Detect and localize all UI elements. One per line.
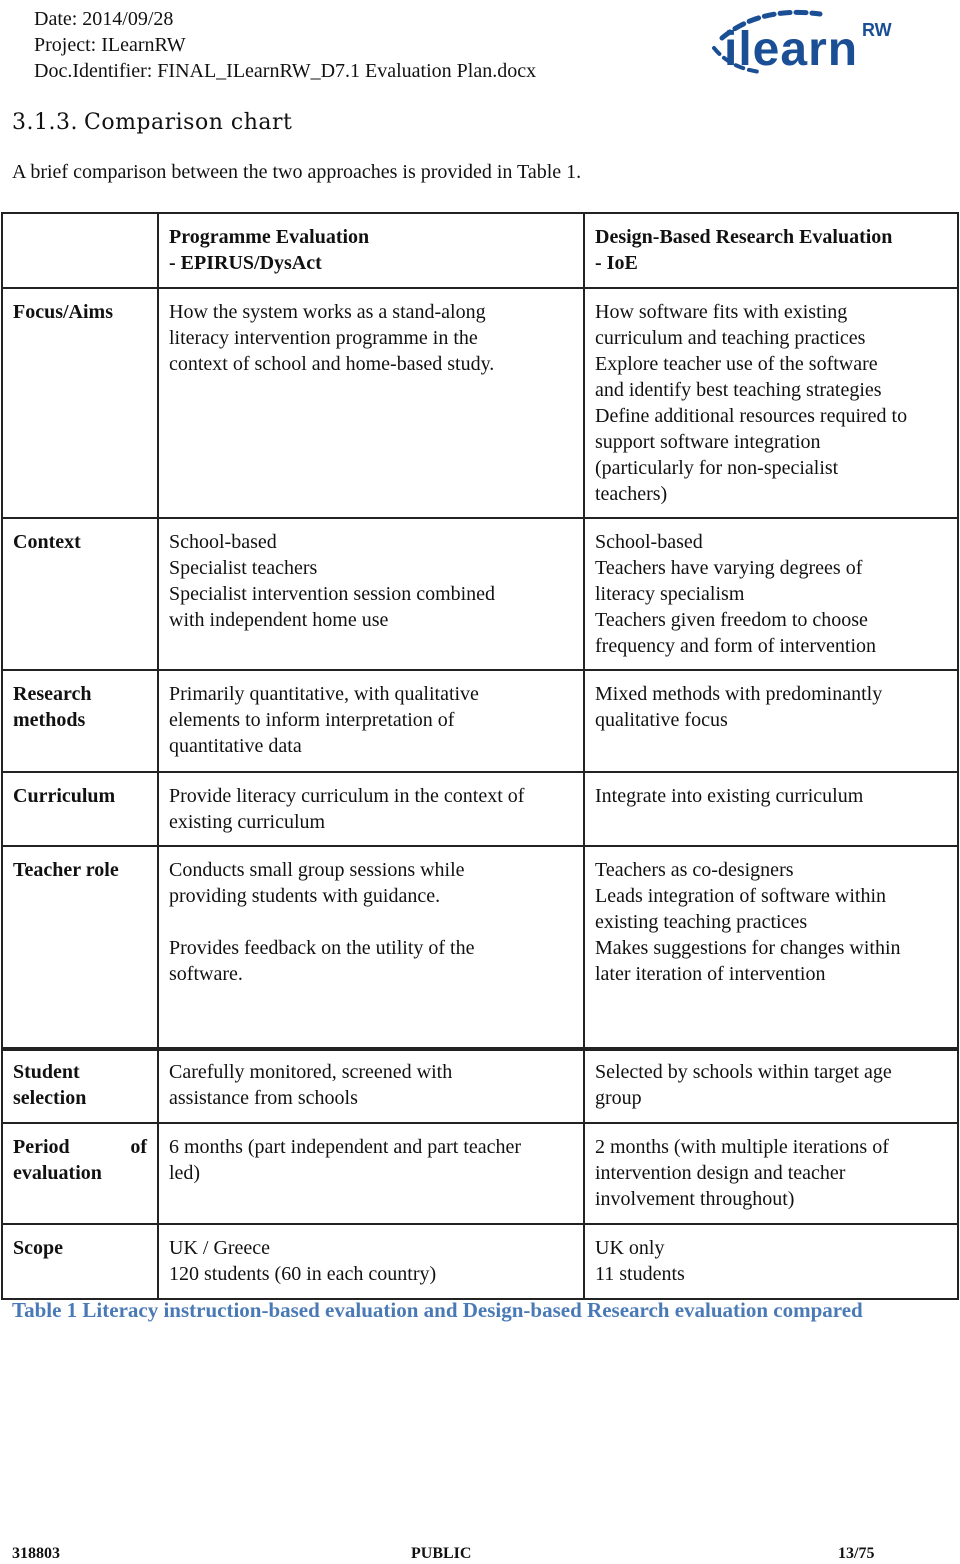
programme-cell [158,288,584,518]
table-row [2,846,958,1050]
table-row [2,288,958,518]
cell-text-line: - EPIRUS/DysAct [169,252,322,274]
cell-text-line: Provide literacy curriculum in the context of [169,785,525,807]
row-label [2,288,158,518]
cell-text-line: elements to inform interpretation of [169,709,455,731]
footer-classification: PUBLIC [411,1545,472,1562]
footer-page-number: 13/75 [838,1545,875,1562]
cell-text-line: Focus/Aims [13,301,113,323]
dbr-cell [584,1048,958,1123]
cell-text-line: Specialist intervention session combined [169,583,496,605]
cell-text-line: Specialist teachers [169,557,318,579]
table-row [2,518,958,670]
table-row [2,670,958,772]
cell-text-line: How software fits with existing [595,301,848,323]
programme-cell [158,518,584,670]
header-corner-cell [2,213,158,288]
cell-text-line: methods [13,709,86,731]
cell-text-line: (particularly for non-specialist [595,457,839,479]
cell-text-line: evaluation [13,1162,102,1184]
logo-superscript: RW [862,20,892,40]
cell-text-line: Provides feedback on the utility of the [169,937,475,959]
cell-text-line: providing students with guidance. [169,885,441,907]
cell-text-line: Conducts small group sessions while [169,859,465,881]
table-row [2,1048,958,1123]
cell-text-line: later iteration of intervention [595,963,826,985]
cell-text-line: literacy intervention programme in the [169,327,478,349]
column-header-programme [158,213,584,288]
cell-text-line: with independent home use [169,609,389,631]
section-heading [12,110,292,135]
programme-cell [158,670,584,772]
dbr-cell [584,1224,958,1299]
label-word: of [130,1136,147,1158]
cell-text-line: Explore teacher use of the software [595,353,878,375]
cell-text-line: Teacher role [13,859,119,881]
cell-text-line: existing teaching practices [595,911,808,933]
table-row [2,772,958,846]
cell-text-line: Leads integration of software within [595,885,887,907]
cell-text-line: curriculum and teaching practices [595,327,866,349]
dbr-cell [584,518,958,670]
cell-text-line: Context [13,531,81,553]
cell-text-line: Student [13,1061,80,1083]
intro-paragraph: A brief comparison between the two approaches is provided in Table 1. [12,161,582,183]
section-title: Comparison chart [83,110,293,135]
cell-text-line: 11 students [595,1263,685,1285]
table-row [2,1224,958,1299]
cell-text-line: 2 months (with multiple iterations of [595,1136,889,1158]
cell-text-line: UK only [595,1237,665,1259]
table-row [2,1123,958,1224]
header-doc-identifier: Doc.Identifier: FINAL_ILearnRW_D7.1 Evaluation Plan.docx [34,60,537,82]
cell-text-line: Teachers as co-designers [595,859,794,881]
header-project: Project: ILearnRW [34,34,186,56]
document-header [34,6,536,84]
cell-text-line: and identify best teaching strategies [595,379,882,401]
cell-text-line: Design-Based Research Evaluation [595,226,893,248]
cell-text-line: Scope [13,1237,63,1259]
row-label [2,846,158,1050]
cell-text-line: Integrate into existing curriculum [595,785,864,807]
row-label [2,1224,158,1299]
cell-text-line: quantitative data [169,735,302,757]
programme-cell [158,772,584,846]
cell-text-line: group [595,1087,642,1109]
column-header-dbr [584,213,958,288]
cell-text-line: led) [169,1162,201,1184]
cell-text-line: School-based [169,531,277,553]
cell-text-line: Selected by schools within target age [595,1061,892,1083]
comparison-table-continued [1,1047,959,1300]
cell-text-line: software. [169,963,243,985]
cell-text-line: intervention design and teacher [595,1162,846,1184]
row-label [2,1123,158,1224]
cell-text-line: 120 students (60 in each country) [169,1263,437,1285]
cell-text-line: qualitative focus [595,709,728,731]
row-label [2,772,158,846]
cell-text-line: Programme Evaluation [169,226,370,248]
cell-text-line: Primarily quantitative, with qualitative [169,683,479,705]
cell-text-line: existing curriculum [169,811,326,833]
programme-cell [158,1123,584,1224]
cell-text-line: Carefully monitored, screened with [169,1061,453,1083]
cell-text-line: UK / Greece [169,1237,271,1259]
cell-text-line: literacy specialism [595,583,745,605]
row-label [2,670,158,772]
cell-text-line: Teachers given freedom to choose [595,609,868,631]
cell-text-line: Research [13,683,92,705]
cell-text-line: selection [13,1087,87,1109]
cell-text-line: How the system works as a stand-along [169,301,486,323]
cell-text-line: - IoE [595,252,638,274]
cell-text-line: support software integration [595,431,821,453]
table-caption: Table 1 Literacy instruction-based evaluation and Design-based Research evaluation compared [12,1298,863,1322]
cell-text-line: School-based [595,531,703,553]
dbr-cell [584,670,958,772]
header-date: Date: 2014/09/28 [34,8,174,30]
blank-line [169,909,573,935]
row-label [2,518,158,670]
cell-text-line: frequency and form of intervention [595,635,877,657]
row-label [2,1048,158,1123]
dbr-cell [584,772,958,846]
dbr-cell [584,288,958,518]
cell-text-line: Mixed methods with predominantly [595,683,883,705]
cell-text-line: assistance from schools [169,1087,358,1109]
logo-wordmark: ilearn [724,23,859,76]
footer-project-number: 318803 [12,1545,60,1562]
comparison-table [1,212,959,1051]
table-header-row [2,213,958,288]
justified-label-line [13,1134,147,1160]
programme-cell [158,846,584,1050]
cell-text-line: context of school and home-based study. [169,353,495,375]
label-word: Period [13,1136,70,1158]
cell-text-line: Teachers have varying degrees of [595,557,863,579]
section-number: 3.1.3. [12,110,78,135]
cell-text-line: Makes suggestions for changes within [595,937,901,959]
cell-text-line: teachers) [595,483,668,505]
dbr-cell [584,1123,958,1224]
programme-cell [158,1224,584,1299]
dbr-cell [584,846,958,1050]
ilearnrw-logo [700,8,910,78]
cell-text-line: involvement throughout) [595,1188,795,1210]
cell-text-line: Curriculum [13,785,116,807]
programme-cell [158,1048,584,1123]
cell-text-line: Define additional resources required to [595,405,908,427]
cell-text-line: 6 months (part independent and part teacher [169,1136,522,1158]
